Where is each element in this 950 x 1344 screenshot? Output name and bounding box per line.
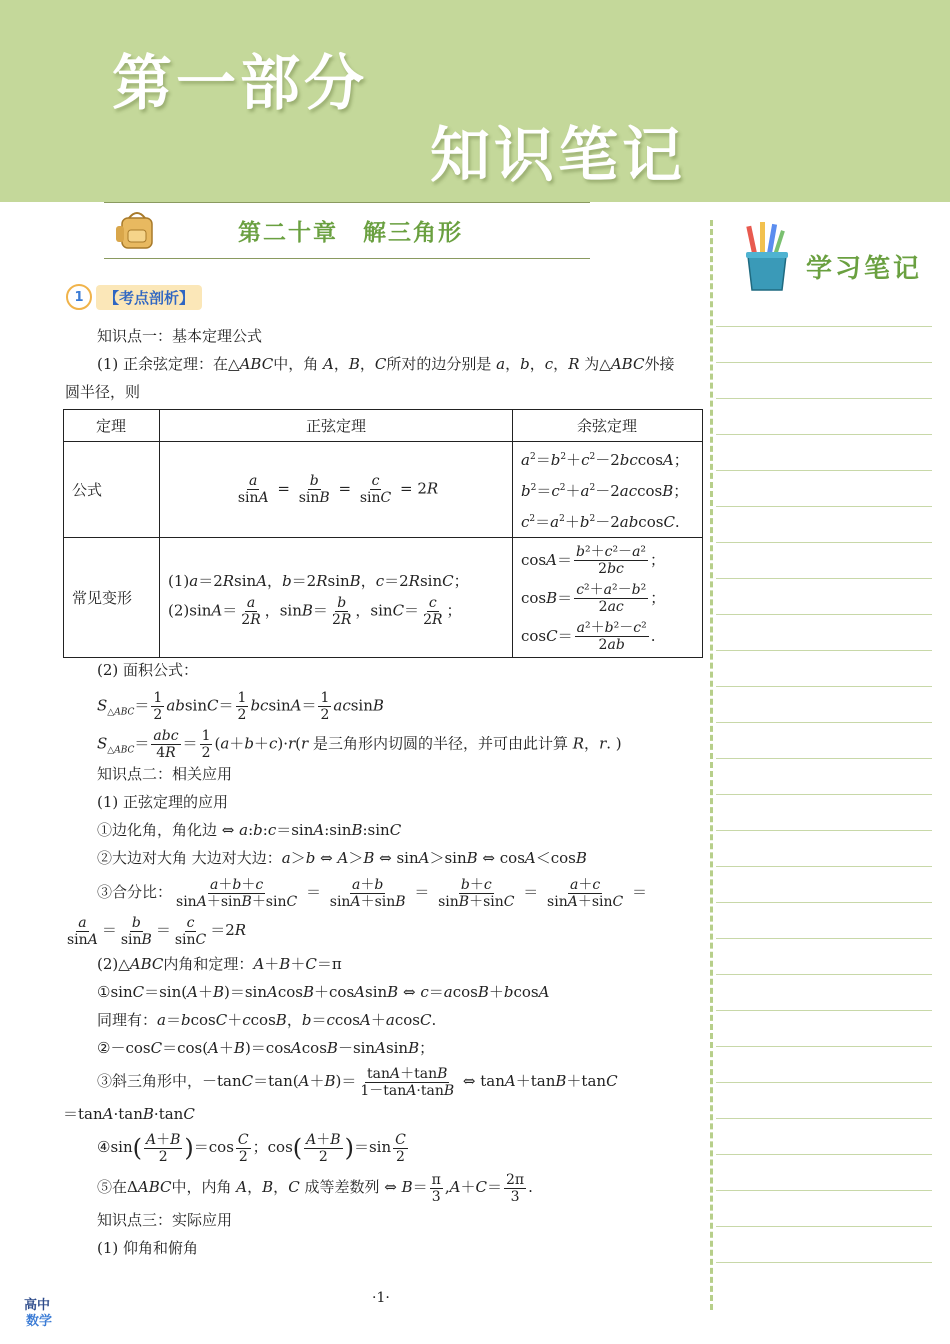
backpack-icon [114, 208, 162, 252]
row-label-formula: 公式 [64, 442, 160, 538]
note-line [716, 434, 932, 435]
header-top-rule [104, 202, 590, 203]
note-line [716, 1262, 932, 1263]
theorem-table [63, 409, 703, 658]
section-label-text: 【考点剖析】 [96, 285, 202, 310]
table-header: 正弦定理 [160, 410, 513, 442]
area-formula-1: $S_{\triangle ABC}=$ $\frac{1}{2}$ absinC＝ $\frac{1}{2}$ bcsinA＝ $\frac{1}{2}$ acsinB [97, 690, 384, 723]
note-line [716, 1118, 932, 1119]
angle-sum-heading: (2)△ABC内角和定理：A＋B＋C＝π [97, 955, 342, 973]
note-line [716, 650, 932, 651]
sine-law-variants: (1)a＝2RsinA，b＝2RsinB，c＝2RsinC； (2)sinA＝ $\frac{a}{2R}$ ，sinB＝ $\frac{b}{2R}$ ，sinC＝ $\frac{c}{2R}$ ； [160, 538, 513, 658]
note-line [716, 686, 932, 687]
ratio-formula: ③合分比： $\frac{a+b+c}{\sin A+\sin B+\sin C}$ ＝ $\frac{a+b}{\sin A+\sin B}$ ＝ $\frac{b+c}{\sin B+\sin C}$ ＝ $\frac{a+c}{\sin A+\sin C}$ ＝ [97, 876, 648, 910]
notes-title: 学习笔记 [806, 254, 923, 284]
kp2-heading: 知识点二：相关应用 [97, 765, 233, 783]
area-heading: (2) 面积公式： [97, 661, 199, 679]
note-line [716, 794, 932, 795]
note-line [716, 542, 932, 543]
angle-sum-4: ④sin( $\frac{A+B}{2}$ )＝cos $\frac{C}{2}$ ；cos( $\frac{A+B}{2}$ )＝sin $\frac{C}{2}$ [97, 1131, 406, 1165]
note-line [716, 362, 932, 363]
angle-sum-1: ①sinC＝sin(A＋B)＝sinAcosB＋cosAsinB ⇔ c＝acosB＋bcosA [97, 983, 550, 1001]
angle-sum-5: ⑤在ΔABC中，内角 A，B，C 成等差数列 ⇔ B＝ $\frac{\pi}{3}$ ,A＋C＝ $\frac{2\pi}{3}$ . [97, 1171, 533, 1205]
part-title: 第一部分 [112, 49, 368, 119]
note-line [716, 974, 932, 975]
logo-text-top: 高中 [24, 1298, 51, 1313]
ratio-formula-cont: $\frac{a}{\sin A}$ ＝ $\frac{b}{\sin B}$ ＝ $\frac{c}{\sin C}$ ＝2R [67, 914, 247, 948]
section-number: 1 [66, 284, 92, 310]
math-logo [22, 1292, 64, 1328]
note-line [716, 398, 932, 399]
kp1-heading: 知识点一：基本定理公式 [97, 327, 263, 345]
note-line [716, 1082, 932, 1083]
note-line [716, 614, 932, 615]
sine-application-heading: (1) 正弦定理的应用 [97, 793, 229, 811]
logo-text-bottom: 数学 [26, 1314, 53, 1329]
note-line [716, 1190, 932, 1191]
note-line [716, 578, 932, 579]
edge-angle-conversion: ①边化角，角化边 ⇔ a:b:c＝sinA:sinB:sinC [97, 821, 402, 839]
chapter-title: 第二十章 解三角形 [238, 220, 463, 246]
note-line [716, 1010, 932, 1011]
sine-law-formula: $\frac{a}{\sin A}$ = $\frac{b}{\sin B}$ = $\frac{c}{\sin C}$ = 2R [160, 442, 513, 538]
cosine-law-formula: $a^2=b^2+c^2-2bccosA$； $b^2=c^2+a^2-2accosB$； $c^2=a^2+b^2-2abcosC$. [513, 442, 703, 538]
note-line [716, 722, 932, 723]
law-intro-line2: 圆半径，则 [65, 383, 141, 401]
angle-sum-3: ③斜三角形中，－tanC＝tan(A＋B)＝ $\frac{\tan A+\tan B}{1-\tan A\cdot\tan B}$ ⇔ tanA＋tanB＋tanC [97, 1065, 618, 1099]
table-header: 定理 [64, 410, 160, 442]
cosine-law-variants: cosA＝ $\frac{\text{b²＋c²－a²}}{2bc}$ ； cosB＝ $\frac{\text{c²＋a²－b²}}{2ac}$ ； cosC＝ $\frac{\text{a²＋b²－c²}}{2ab}$ . [513, 538, 703, 658]
part-subtitle: 知识笔记 [430, 121, 686, 191]
section-label [66, 284, 202, 310]
row-label-variants: 常见变形 [64, 538, 160, 658]
note-line [716, 1046, 932, 1047]
header-bottom-rule [104, 258, 590, 259]
kp3-heading: 知识点三：实际应用 [97, 1211, 233, 1229]
chapter-banner [0, 0, 950, 202]
angle-sum-2: ②－cosC＝cos(A＋B)＝cosAcosB－sinAsinB； [97, 1039, 435, 1057]
note-line [716, 938, 932, 939]
elevation-depression-heading: (1) 仰角和俯角 [97, 1239, 199, 1257]
angle-sum-similar: 同理有：a＝bcosC＋ccosB，b＝ccosA＋acosC. [97, 1011, 437, 1029]
note-line [716, 866, 932, 867]
note-line [716, 1226, 932, 1227]
notes-divider [710, 220, 713, 1310]
law-intro: (1) 正余弦定理：在△ABC中，角 A，B，C所对的边分别是 a，b，c，R 为△ABC外接 [97, 355, 675, 373]
area-formula-2: $S_{\triangle ABC}=$ $\frac{\text{abc}}{4R}$ ＝ $\frac{1}{2}$ (a＋b＋c)·r(r 是三角形内切圆的半径，并可由此计算 R，r. ) [97, 728, 622, 761]
note-line [716, 470, 932, 471]
note-line [716, 1154, 932, 1155]
pencil-cup-icon [742, 222, 792, 294]
note-line [716, 830, 932, 831]
note-line [716, 506, 932, 507]
page-number: ·1· [372, 1290, 390, 1306]
note-line [716, 758, 932, 759]
note-line [716, 902, 932, 903]
angle-sum-3-cont: ＝tanA·tanB·tanC [63, 1105, 195, 1123]
table-header: 余弦定理 [513, 410, 703, 442]
large-side-large-angle: ②大边对大角 大边对大边：a＞b ⇔ A＞B ⇔ sinA＞sinB ⇔ cosA＜cosB [97, 849, 587, 867]
note-line [716, 326, 932, 327]
